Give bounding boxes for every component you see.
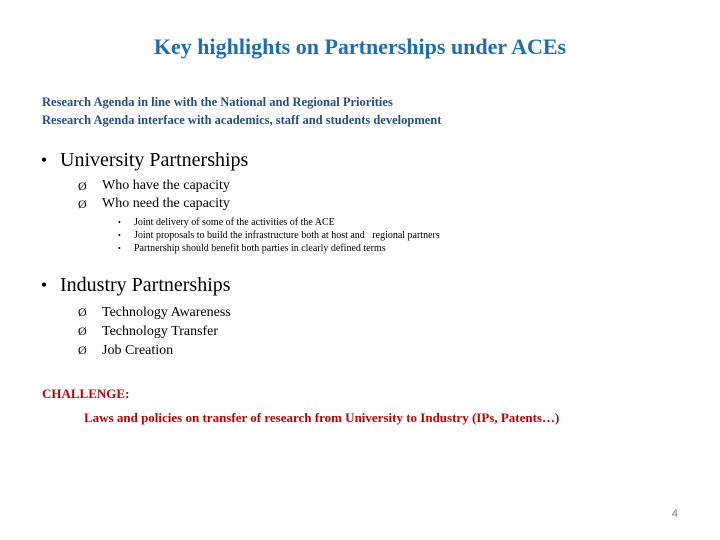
sub-list-item <box>28 229 688 242</box>
agenda-block <box>42 93 682 129</box>
list-item-text: Technology Awareness <box>102 304 231 320</box>
list-item-text: Who have the capacity <box>102 178 230 193</box>
agenda-line: Research Agenda interface with academics, staff and students development <box>42 113 442 127</box>
arrow-bullet-icon: Ø <box>78 305 87 319</box>
slide-title: Key highlights on Partnerships under ACEs <box>153 34 567 59</box>
sub-list-item <box>28 216 688 229</box>
challenge-label: CHALLENGE: <box>42 386 130 401</box>
bullet-icon: • <box>40 149 48 170</box>
list-item <box>28 177 688 195</box>
sub-list-item-text: Joint delivery of some of the activities of the ACE <box>134 217 335 228</box>
list-item <box>28 322 688 341</box>
list-item-text: Job Creation <box>102 342 174 358</box>
bullet-icon: • <box>118 218 121 227</box>
challenge-text: Laws and policies on transfer of research from University to Industry (IPs, Patents…) <box>84 410 560 425</box>
section-heading-text: Industry Partnerships <box>60 273 231 296</box>
arrow-bullet-icon: Ø <box>78 343 87 357</box>
section-heading <box>28 272 688 298</box>
arrow-bullet-icon: Ø <box>78 324 87 338</box>
section-industry-partnerships <box>28 272 688 360</box>
agenda-line: Research Agenda in line with the National and Regional Priorities <box>42 95 393 109</box>
bullet-icon: • <box>118 244 121 253</box>
bullet-icon: • <box>118 231 121 240</box>
sub-list-item-text: Partnership should benefit both parties in clearly defined terms <box>134 243 386 254</box>
sub-list-item <box>28 242 688 255</box>
arrow-bullet-icon: Ø <box>78 178 87 193</box>
list-item-text: Who need the capacity <box>102 196 230 211</box>
page-number: 4 <box>671 508 678 520</box>
list-item <box>28 303 688 322</box>
bullet-icon: • <box>40 274 48 295</box>
section-heading-text: University Partnerships <box>60 148 249 171</box>
section-university-partnerships <box>28 147 688 255</box>
list-item <box>28 341 688 360</box>
arrow-bullet-icon: Ø <box>78 196 87 211</box>
list-item-text: Technology Transfer <box>102 323 219 339</box>
section-heading <box>28 147 688 173</box>
sub-list-item-text: Joint proposals to build the infrastructure both at host and regional partners <box>134 230 440 241</box>
list-item <box>28 195 688 213</box>
